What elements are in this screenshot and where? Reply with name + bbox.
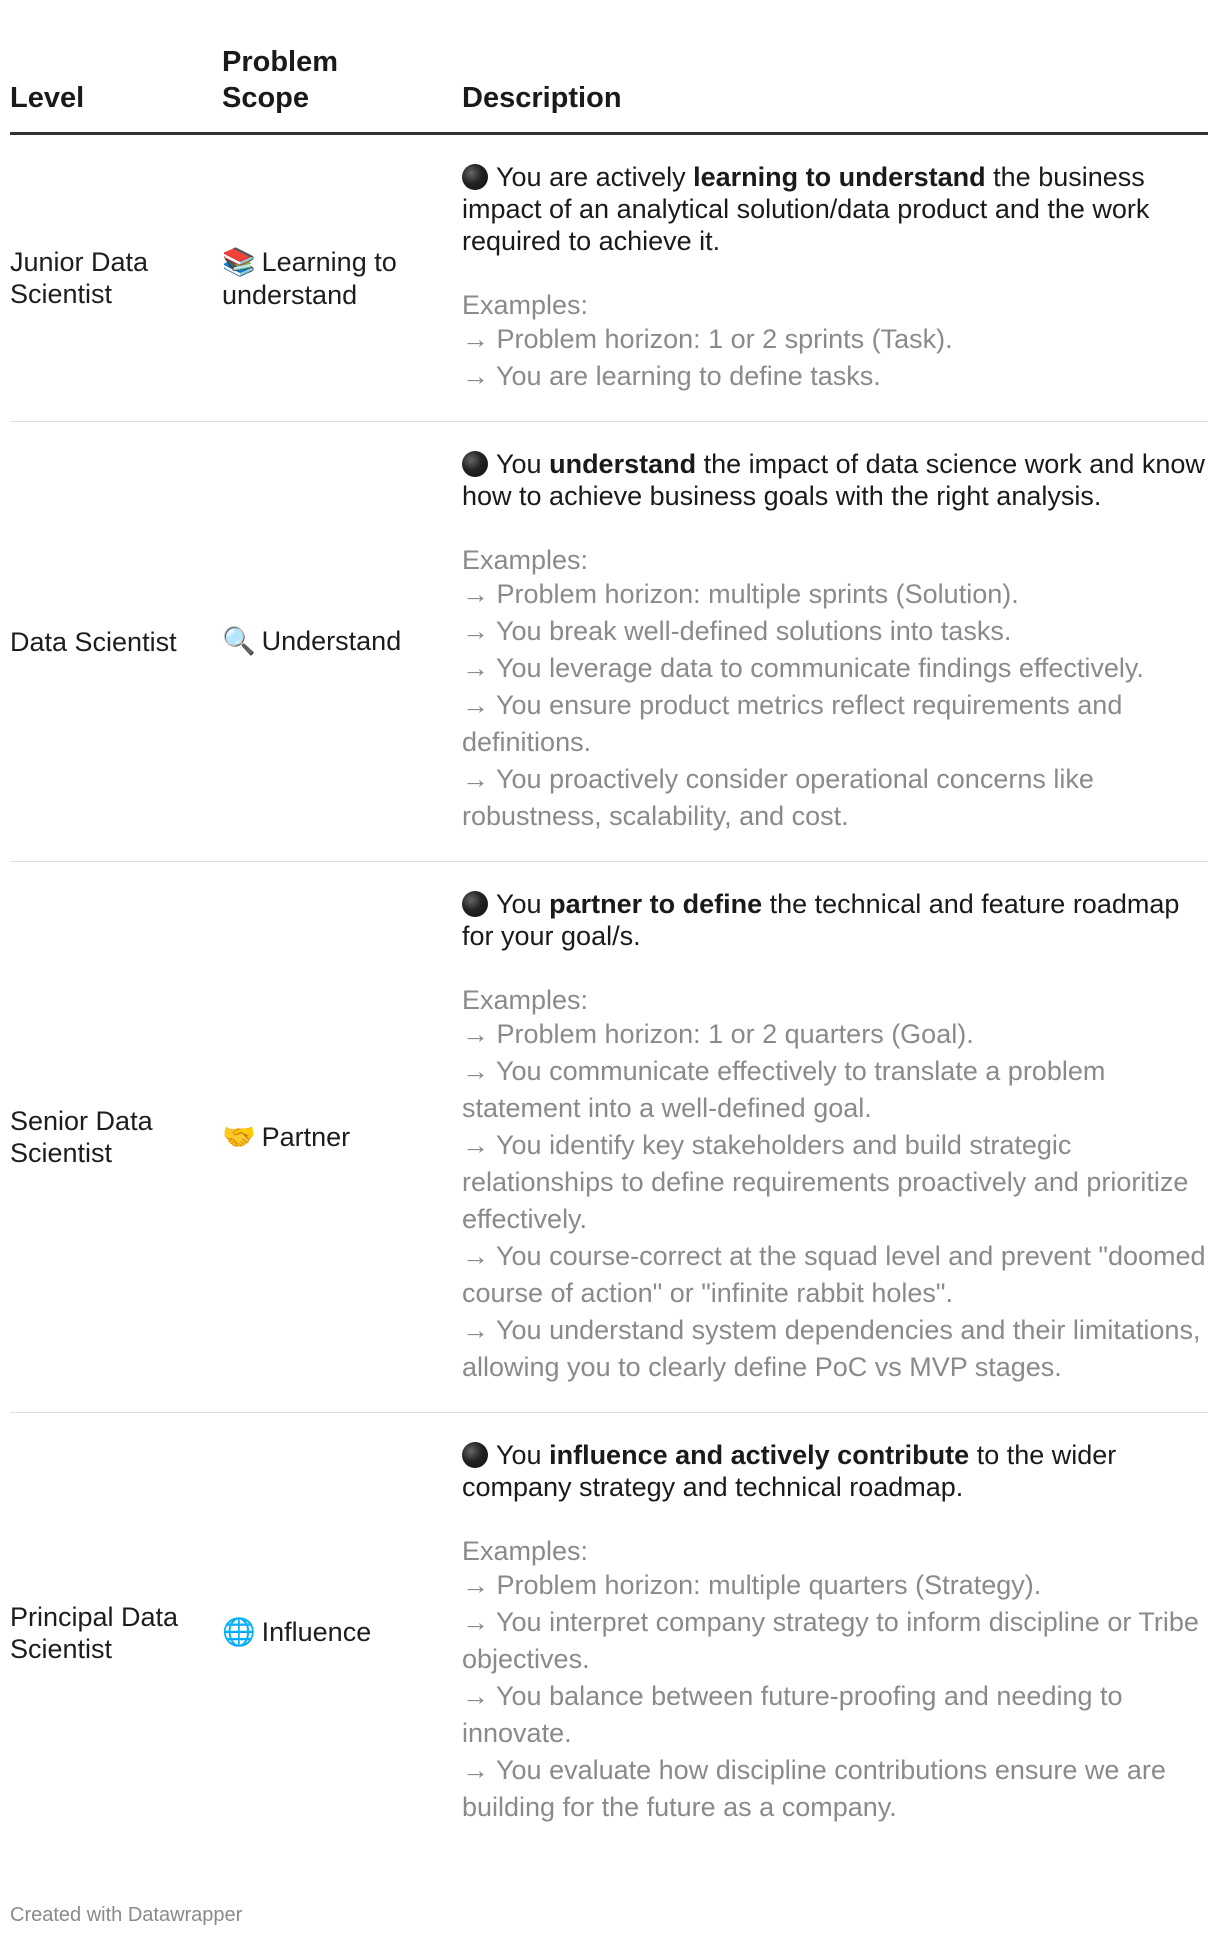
- table-row: [10, 1413, 1208, 1853]
- example-item: → You balance between future-proofing and needing to innovate.: [462, 1681, 1123, 1748]
- scope-label: Partner: [261, 1121, 351, 1152]
- example-item: → You evaluate how discipline contributions ensure we are building for the future as a company.: [462, 1755, 1166, 1822]
- footer-credit: Created with Datawrapper: [10, 1904, 243, 1926]
- scope-label: Influence: [261, 1617, 372, 1647]
- table-header: [10, 40, 1208, 134]
- table-row: [10, 862, 1208, 1413]
- scope-label: Understand: [261, 626, 402, 656]
- examples-title: Examples:: [462, 1536, 589, 1566]
- example-item: → You identify key stakeholders and build strategic relationships to define requirements proactively and prioritize effectively.: [462, 1130, 1189, 1234]
- example-item: → You understand system dependencies and their limitations, allowing you to clearly define PoC vs MVP stages.: [462, 1315, 1201, 1382]
- example-item: → You proactively consider operational concerns like robustness, scalability, and cost.: [462, 764, 1094, 831]
- problem-scope-cell: [222, 134, 462, 422]
- problem-scope-cell: [222, 1413, 462, 1853]
- header-row: [10, 40, 1208, 134]
- lead-text-post: the technical and feature roadmap for your goal/s.: [462, 889, 1180, 951]
- lead-text-pre: You are actively: [496, 162, 694, 192]
- level-label: Data Scientist: [10, 626, 177, 657]
- level-cell: [10, 862, 222, 1413]
- example-item: → You course-correct at the squad level and prevent "doomed course of action" or "infinite rabbit holes".: [462, 1241, 1206, 1308]
- examples-title: Examples:: [462, 545, 589, 575]
- lead-text-post: to the wider company strategy and technical roadmap.: [462, 1440, 1117, 1502]
- lead-text-post: the impact of data science work and know how to achieve business goals with the right analysis.: [462, 449, 1205, 511]
- description-lead: [462, 161, 1208, 257]
- example-item: → You interpret company strategy to inform discipline or Tribe objectives.: [462, 1607, 1199, 1674]
- black-circle-icon: [462, 891, 488, 917]
- lead-text-post: the business impact of an analytical solution/data product and the work required to achieve it.: [462, 162, 1150, 256]
- scope-label: Learning to understand: [222, 246, 397, 310]
- level-label: Principal Data Scientist: [10, 1601, 179, 1664]
- description-lead: [462, 448, 1208, 512]
- black-circle-icon: [462, 1442, 488, 1468]
- description-lead: [462, 888, 1208, 952]
- lead-text-bold: understand: [549, 449, 697, 479]
- example-item: → You are learning to define tasks.: [462, 361, 881, 391]
- lead-text-pre: You: [496, 449, 550, 479]
- example-item: → Problem horizon: multiple sprints (Solution).: [462, 579, 1019, 609]
- example-item: → You communicate effectively to translate a problem statement into a well-defined goal.: [462, 1056, 1106, 1123]
- lead-text-pre: You: [496, 1440, 550, 1470]
- header-level: Level: [10, 40, 222, 134]
- lead-text-bold: influence and actively contribute: [549, 1440, 970, 1470]
- example-item: → Problem horizon: 1 or 2 quarters (Goal).: [462, 1019, 974, 1049]
- example-item: → You ensure product metrics reflect requirements and definitions.: [462, 690, 1123, 757]
- scope-emoji-icon: 🌐: [222, 1617, 256, 1648]
- example-item: → Problem horizon: multiple quarters (Strategy).: [462, 1570, 1042, 1600]
- description-cell: [462, 1413, 1208, 1853]
- table-body: [10, 134, 1208, 1853]
- scope-emoji-icon: 📚: [222, 246, 256, 278]
- level-label: Junior Data Scientist: [10, 247, 149, 309]
- level-cell: [10, 422, 222, 862]
- example-item: → You leverage data to communicate findings effectively.: [462, 653, 1144, 683]
- lead-text-pre: You: [496, 889, 550, 919]
- black-circle-icon: [462, 451, 488, 477]
- header-description: Description: [462, 40, 1208, 134]
- level-cell: [10, 1413, 222, 1853]
- description-cell: [462, 862, 1208, 1413]
- description-cell: [462, 422, 1208, 862]
- lead-text-bold: learning to understand: [693, 162, 986, 192]
- description-cell: [462, 134, 1208, 422]
- example-item: → Problem horizon: 1 or 2 sprints (Task).: [462, 324, 953, 354]
- table-row: [10, 422, 1208, 862]
- problem-scope-cell: [222, 422, 462, 862]
- header-problem-scope: Problem Scope: [222, 40, 462, 134]
- scope-emoji-icon: 🤝: [222, 1121, 256, 1153]
- level-cell: [10, 134, 222, 422]
- career-levels-table: [10, 40, 1208, 1852]
- examples-title: Examples:: [462, 290, 589, 320]
- scope-emoji-icon: 🔍: [222, 626, 256, 657]
- level-label: Senior Data Scientist: [10, 1106, 153, 1168]
- example-item: → You break well-defined solutions into tasks.: [462, 616, 1012, 646]
- description-lead: [462, 1439, 1208, 1503]
- lead-text-bold: partner to define: [549, 889, 763, 919]
- table-row: [10, 134, 1208, 422]
- problem-scope-cell: [222, 862, 462, 1413]
- examples-title: Examples:: [462, 985, 589, 1015]
- black-circle-icon: [462, 164, 488, 190]
